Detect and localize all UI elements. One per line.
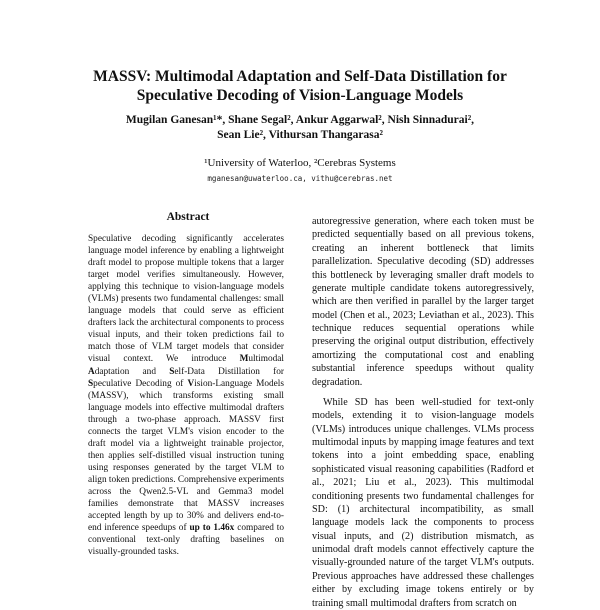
affiliations: ¹University of Waterloo, ²Cerebras Systems — [204, 157, 396, 169]
speedup-highlight: up to 1.46x — [189, 523, 235, 534]
abstract-end: compared to conventional text-only drafting baselines on visually-grounded tasks. — [88, 523, 284, 558]
acronym-letter-s2: S — [88, 378, 94, 389]
abstract-seg-5: ision-Language Models (MASSV), which transforms existing small language models into effective multimodal drafters through a two-phase approach. MASSV first connects the target VLM's vision encoder to the draft model via a lightweight trainable projector, then applies self-distilled visual instruction tuning using responses generated by the target VLM to align token predictions. Comprehensive experiments across the Qwen2.5-VL and Gemma3 model families demonstrate that MASSV increases accepted length by up to 30% and delivers end-to-end inference speedups of — [88, 378, 284, 534]
title-line-2: Speculative Decoding of Vision-Language Models — [136, 87, 464, 104]
authors-line-1: Mugilan Ganesan¹*, Shane Segal², Ankur Aggarwal², Nish Sinnadurai², — [125, 114, 475, 126]
abstract-text — [88, 233, 284, 558]
abstract-seg-2: daptation and — [94, 366, 170, 377]
abstract-seg-3: elf-Data Distillation for — [174, 366, 284, 377]
acronym-letter-s1: S — [169, 366, 175, 377]
abstract-heading: Abstract — [166, 211, 210, 223]
abstract-part-1: Speculative decoding significantly accelerates language model inference by enabling a lightweight draft model to propose multiple tokens that a larger target model verifies simultaneously. However, applying this technique to vision-language models (VLMs) presents two fundamental challenges: small language models that could serve as efficient drafters lack the architectural components to process visual inputs, and their token predictions fail to match those of VLM target models that consider visual context. We introduce — [88, 234, 284, 365]
right-column — [312, 215, 534, 610]
author-emails: mganesan@uwaterloo.ca, vithu@cerebras.net — [207, 174, 393, 183]
authors-line-2: Sean Lie², Vithursan Thangarasa² — [217, 129, 383, 141]
intro-paragraph-2: While SD has been well-studied for text-only models, extending it to vision-language models (VLMs) introduces unique challenges. VLMs process multimodal inputs by mapping image features and text tokens into a joint embedding space, enabling sophisticated visual reasoning capabilities (Radford et al., 2021; Liu et al., 2023). This multimodal conditioning presents two fundamental challenges for SD: (1) architectural incompatibility, as small language models lack the components to process visual inputs, and (2) distribution mismatch, as unimodal draft models cannot effectively capture the visually-grounded nature of the target VLM's outputs. Previous approaches have addressed these challenges either by excluding image tokens entirely or by training small multimodal drafters from scratch on — [312, 396, 534, 609]
acronym-letter-v: V — [187, 378, 195, 389]
paper-title — [60, 67, 540, 105]
author-list — [60, 113, 540, 143]
title-line-1: MASSV: Multimodal Adaptation and Self-Data Distillation for — [93, 68, 507, 85]
acronym-letter-a: A — [88, 366, 95, 377]
abstract-seg-1: ultimodal — [248, 354, 284, 365]
intro-paragraph-1: autoregressive generation, where each token must be predicted sequentially based on all previous tokens, creating an inherent bottleneck that limits parallelization. Speculative decoding (SD) addresses this bottleneck by leveraging smaller draft models to generate multiple candidate tokens autoregressively, which are then verified in parallel by the larger target model (Chen et al., 2023; Leviathan et al., 2023). This technique reduces sequential operations while preserving the original output distribution, effectively amortizing the computational cost and enabling substantial inference speedups without quality degradation. — [312, 216, 534, 388]
acronym-letter-m: M — [239, 354, 249, 365]
abstract-seg-4: peculative Decoding of — [93, 378, 188, 389]
